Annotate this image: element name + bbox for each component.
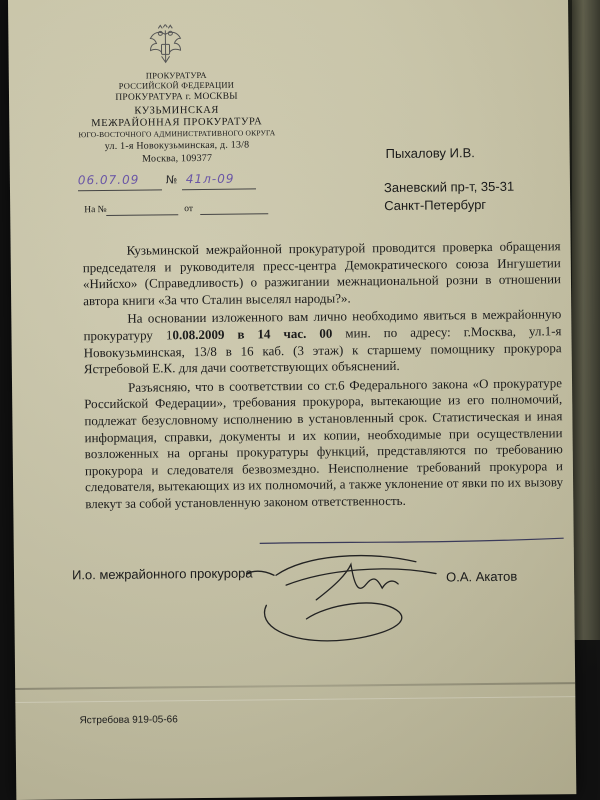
outgoing-date: 06.07.09 <box>77 172 140 188</box>
letter-body <box>83 238 564 512</box>
reference-line <box>84 203 284 215</box>
header-interdistrict: МЕЖРАЙОННАЯ ПРОКУРАТУРА <box>91 116 263 130</box>
coat-of-arms-icon <box>145 24 185 66</box>
executor-contact: Ястребова 919-05-66 <box>79 714 178 727</box>
recipient-city: Санкт-Петербург <box>384 197 487 214</box>
paper-fold <box>15 682 575 690</box>
ot-underline <box>200 213 268 215</box>
outgoing-date-number <box>78 173 278 191</box>
number-sign: № <box>165 173 179 187</box>
signatory-title: И.о. межрайонного прокурора <box>71 565 253 583</box>
header-kuzminskaya: КУЗЬМИНСКАЯ <box>134 104 220 117</box>
header-russian-federation: РОССИЙСКОЙ ФЕДЕРАЦИИ <box>118 79 235 91</box>
summons-text-start: На основании изложенного вам лично необходимо явиться в межрайонную прокуратуру 1 <box>83 306 562 344</box>
header-district: ЮГО-ВОСТОЧНОГО АДМИНИСТРАТИВНОГО ОКРУГА <box>78 128 276 140</box>
outgoing-number: 41л-09 <box>185 171 235 187</box>
recipient-street: Заневский пр-т, 35-31 <box>383 178 515 196</box>
recipient-name: Пыхалову И.В. <box>385 145 475 162</box>
na-label: На № <box>84 204 107 216</box>
paper-fold-highlight <box>15 696 575 703</box>
paragraph-legal-notice: Разъясняю, что в соответствии со ст.6 Федерального закона «О прокуратуре Российской Федерации», требования прокурора, вытекающие из его полномочий, подлежат безусловному исполнению в установленный срок. Статистическая и иная информация, справки, документы и их копии, необходимые при осуществлении возложенных на органы прокуратуры функций, представляются по требованию прокурора и следователя безвозмездно. Неисполнение требований прокурора и следователя, вытекающих из их полномочий, а также уклонение от явки по их вызову влекут за собой установленную законом ответственность. <box>84 374 564 512</box>
signatory-name: О.А. Акатов <box>445 568 518 585</box>
paragraph-inspection: Кузьминской межрайонной прокуратурой проводится проверка обращения председателя и руководителя пресс-центра Демократического союза Ингушетии «Нийсхо» (Справедливость) о разжигании межнациональной розни в отношении автора книги «За что Сталин выселял народы?». <box>82 238 562 309</box>
summons-text-end: мин. по адресу: г.Москва, ул.1-я Новокузьминская, 13/8 в 16 каб. (3 этаж) к старшему помощнику прокурора Ястребовой Е.К. для дачи соответствующих объяснений. <box>83 323 562 377</box>
header-prosecutor: ПРОКУРАТУРА <box>145 69 207 81</box>
handwritten-signature <box>246 543 457 655</box>
header-city: Москва, 109377 <box>142 152 213 165</box>
na-underline <box>106 214 178 216</box>
date-underline <box>78 189 162 191</box>
summons-datetime: 0.08.2009 в 14 час. 00 <box>172 325 333 343</box>
number-underline <box>182 188 256 190</box>
ot-label: от <box>184 204 194 215</box>
paragraph-summons <box>83 307 562 378</box>
letter-page <box>8 0 576 800</box>
ruler <box>572 0 600 640</box>
header-moscow-prosecutor: ПРОКУРАТУРА г. МОСКВЫ <box>115 91 238 103</box>
header-street: ул. 1-я Новокузьминская, д. 13/8 <box>104 139 250 152</box>
